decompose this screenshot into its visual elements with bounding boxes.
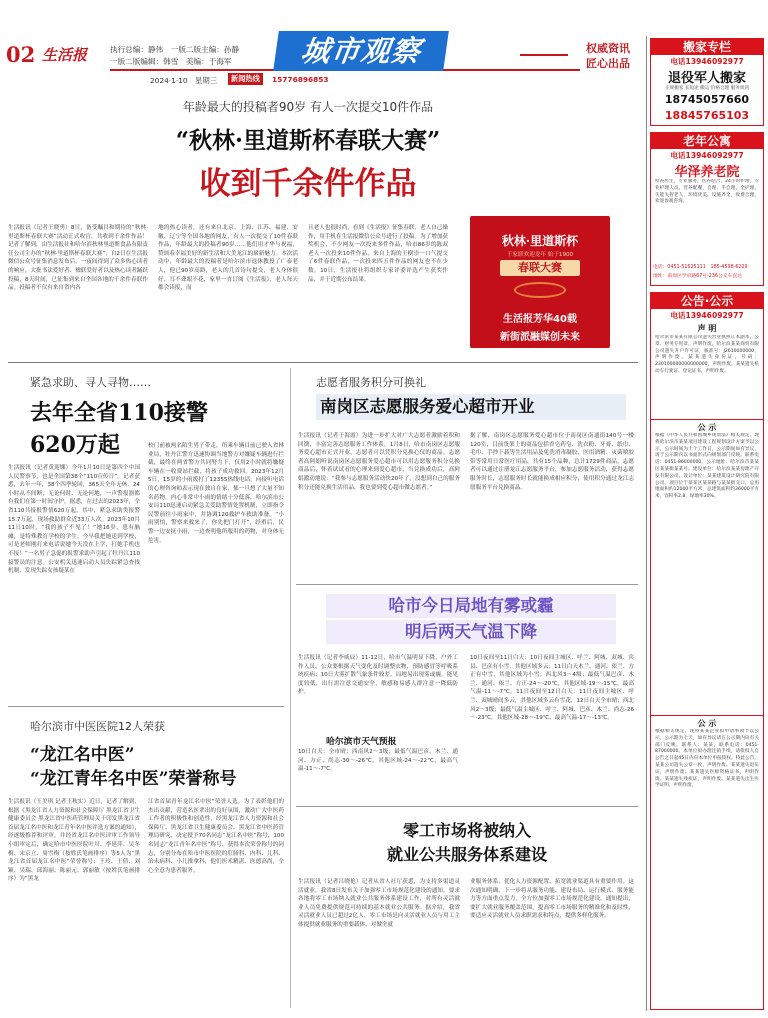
poster-line-1: 生活报芳华40载 bbox=[503, 314, 577, 325]
slogan-line-1: 权威资讯 bbox=[586, 42, 630, 55]
lead-story bbox=[8, 88, 638, 356]
story-doctor-title-2: “龙江青年名中医”荣誉称号 bbox=[30, 769, 237, 789]
story-weather-title-1: 哈市今日局地有雾或霾 bbox=[326, 594, 616, 618]
elder-care-phone-top: 电话13946092977 bbox=[670, 151, 744, 160]
page-number: 02 bbox=[6, 42, 36, 67]
story-weather-title-2: 明后两天气温下降 bbox=[326, 620, 616, 644]
elder-care-desc: 检查医生，专业服务，医养结合，24小时护理，专业护理人员，营养配餐，自理、半自理、全护理、失能失智老人，环境优美，设施齐全，收费合理，欢迎参观咨询。 bbox=[655, 179, 759, 205]
moving-ad-phone-1: 18745057660 bbox=[664, 93, 750, 106]
hotline-number: 15776896853 bbox=[272, 75, 329, 84]
slogan-line-2: 匠心出品 bbox=[586, 57, 630, 70]
notice-text-public-1: 根据《中华人民共和国城乡规划法》相关规定，现将哈尔滨市某某项目建设工程规划设计方案予以公示，公示时间为十个工作日，公示期间如有异议，请于公示期内以书面形式向规划部门反映。联系电话：0451-86000000。公示地址：哈尔滨市某某区某某街某某号。建设单位：哈尔滨某某房地产开发有限公司。设计单位：某某建筑设计研究院有限公司。项目位于某某区某某路与某某街交口，总用地面积约12000平方米，总建筑面积约36000平方米，容积率2.8，绿地率30%。 bbox=[655, 433, 759, 500]
moving-ad-desc: 正规搬家 长短途 搬运 价格合理 服务周到 bbox=[665, 86, 749, 91]
moving-ad-header: 搬家专栏 bbox=[651, 39, 763, 55]
divider bbox=[296, 584, 638, 585]
poster-line-2: 新街派融媒创未来 bbox=[500, 332, 580, 343]
story-doctor bbox=[8, 712, 284, 1012]
story-employment-title-2: 就业公共服务体系建设 bbox=[386, 845, 547, 864]
story-110-kicker: 紧急求助、寻人寻物…… bbox=[30, 376, 151, 389]
paper-name: 生活报 bbox=[42, 46, 88, 64]
notice-text-public-2: 根据相关规定，现将某某企业拟申请事项予以公示，公示期为七天，如有异议请在公示期内向有关部门反映。联系人：某某，联系电话：0451-87000000。本单位拟办理注销手续，请债权人自公告之日起45日内向本单位申报债权。特此公告。某某公司遗失公章一枚，声明作废。某某遗失退伍证，声明作废。某某遗失医师资格证书，声明作废。某某遗失残疾证，声明作废。某某遗失出生医学证明，声明作废。 bbox=[655, 729, 759, 789]
story-weather-column-1: 生活报讯（记者李威辰）11-12日，哈市气温明显下降，户外工作人员、公众要根据天气变化及时调整衣物，预防感冒等呼吸系统疾病；10日大雾扩散气象条件较差，局地易出现雾或霾，能见度较低，出行需注意交通安全，敏感和易感人群注意一降低防护。 bbox=[298, 655, 458, 696]
story-volunteer-kicker: 志愿者服务积分可换礼 bbox=[316, 376, 426, 389]
story-volunteer-title: 南岗区志愿服务爱心超市开业 bbox=[316, 394, 626, 420]
moving-ad-phone-top: 电话13946092977 bbox=[670, 57, 744, 66]
editor-line-1: 执行总编：静伟 一版二版主编：孙静 bbox=[110, 45, 240, 54]
story-weather bbox=[296, 590, 638, 802]
elder-care-address: 地址：南岗区学府路67号-236公交车直达 bbox=[653, 274, 742, 279]
story-doctor-column-2: 江省首届青年龙江名中医”荣誉人选。为了表彰他们的杰出贡献，营造名医辈出的良好氛围，激动广大中医药工作者的积极性和创造性，经黑龙江省人力资源和社会保障厅、黑龙江省卫生健康委员会、黑龙江省中医药管理局研究，决定授予70名同志“龙江名中医”称号，100名同志“龙江青年名中医”称号。获得本次荣誉称号的同志，分别分布在哈市中医医院的肛肠科、内科、儿科、治未病科、小儿推拿科，他们医术精湛、医德高尚，全心全意为患者服务。 bbox=[148, 799, 284, 874]
poster-sub: 千家联欢迎龙年 始于1900 bbox=[506, 252, 574, 258]
section-title: 城市观察 bbox=[273, 31, 449, 71]
story-doctor-title-1: “龙江名中医” bbox=[30, 745, 135, 765]
elder-care-ad bbox=[650, 132, 764, 286]
story-volunteer-column-1: 生活报讯（记者于海霞）为进一步扩大对广大志愿者激励着积和回馈，丰富完善志愿服务工作体系，1月8日，哈市南岗区志愿服务爱心超市正式开业，志愿者可以凭积分兑换心仪的商品。志愿者高阿娟听说南岗区志愿服务爱心超市可以用志愿服务积分兑换商品后，怀着试试看的心理来到爱心超市，当兑换成功后，高阿娟激动地说：“我参与志愿服务活动快20年了，没想到自己的服务积分还能兑换生活用品，我也要到爱心超市做志愿者。” bbox=[298, 433, 460, 491]
weather-forecast-text: 10日白天：全市晴；西南风2～3级；最低气温巴彦、木兰、通河、方正、尚志-30～-26℃，其他区域-24～-22℃，最高气温-11～-7℃。 bbox=[298, 749, 458, 773]
poster-brand: 秋林·里道斯杯 bbox=[501, 234, 579, 248]
issue-date: 2024·1·10 星期三 bbox=[150, 76, 218, 85]
story-volunteer bbox=[296, 370, 638, 580]
editor-line-2: 一版二版编辑：韩雪 美编：于海军 bbox=[110, 57, 232, 66]
contest-poster bbox=[470, 216, 610, 348]
story-110-column-1: 生活报讯（记者黄迎娜）今年1月10日是第四个中国人民警察节，也是全国第38个“110宣传日”。记者获悉，去年一年，38个四季轮回，365天全年无休，24小时从不间断，无论何时、无论何地，一声警报器都有我们在第一时间守护。据悉，在过去的2023年，全省110共接报警情620万起，其中，紧急求助类报警15.7万起，现场救助群众近33万人次。2023年10月11日10时，“我的孩子不见了！”她16岁，患有脑瘫，是特殊教育学校的学生，今早我把她送到学校，可是老师刚打来电话说她今天没在上学，打她手机也不接！”一名男子急促的报警求助声引起了牡丹江110接警员的注意。公安机关迅速启动人员失踪紧急查找机制，发现失踪女孩疑某在 bbox=[8, 465, 140, 575]
lead-kicker: 年龄最大的投稿者90岁 有人一次提交10件作品 bbox=[182, 100, 434, 114]
lead-title: “秋林·里道斯杯春联大赛” bbox=[175, 127, 441, 154]
story-110-column-2: 校门前被两名陌生男子带走，所乘车辆目前已驶入省林业局，牡丹江警方迅速协调当地警方对嫌疑车辆进行拦截，最终在两省警方共同努力下，仅用2小时就将嫌疑车辆在一收费站拦截，将孩子成功救回。2023年12月5日，15岁的小雨拨打了12355热线电话，向接听电话的心理咨询师表示现在独自在家，郁一旦想了大量不知名药物，内心非常中小雨的情绪十分低落，哈尔滨市公安局110迅速启动紧急关爱助警情处置机制，立即指令民警前往小雨家中，并协调120救护车救助准备。“小雨别怕，警察来救来了，你先把门打开”，经重后，民警一边安抚小雨，一边查明他所服用的药物，对身体无危害。 bbox=[148, 443, 284, 544]
lead-column-3: 且老人也很时尚，看到《生活报》征集春联，老人自己操作，用手机在生活报微信公众号进行了投稿。为了增加获奖机会，不少网友一次投来多件作品，哈市86岁的陈双老人一次投来10件作品，来自上海的王樹崇一口气提交了6件春联作品，一次投来四五件作品的网友也不在少数。10日，生活报社将组织专家评委评选产生获奖作品，并于近期公布结果。 bbox=[308, 225, 448, 283]
story-weather-column-2: 10日夜间至11日白天：10日夜间主城区、呼兰、阿城、双城、宾县、巴彦有小雪，其他区域多云；11日白天木兰、通河、依兰、方正有中雪，其他区域为小雪；西北风3～4级；最低气温巴彦、木兰、通河、依兰、方正-24～-20℃，其他区域-19～-15℃，最高气温-11～-7℃。11日夜间至12日白天：11日夜间主城区、呼兰、双城晴间多云，其他区域多云有雪花，12日白天全市晴；西北风2～3级；最低气温主城区、呼兰、阿城、巴彦、木兰、尚志-26～-23℃，其他区域-28～-19℃，最高气温-17～-13℃。 bbox=[470, 655, 634, 722]
story-110-title-1: 去年全省110接警 bbox=[30, 400, 208, 426]
notices-header: 公告·公示 bbox=[651, 293, 763, 309]
divider bbox=[8, 706, 284, 707]
section-arrow-icon bbox=[520, 54, 568, 56]
story-110 bbox=[8, 370, 284, 700]
divider bbox=[290, 368, 291, 1008]
lead-column-1: 生活报讯（记者王晓勇）8日，备受瞩目和期待的“秋林·里道斯杯春联大赛”活动正式收官，共收到千余件作品！记者了解到，由生活报社和哈尔滨秋林里道斯食品有限责任公司主办的“秋林·里道斯杯春联大赛”，自2日在生活报微信公众号征集消息发布后，一夜间得到了众多热心读者的响应。大批书法爱好者、楹联爱好者以及热心读者踊跃投稿，8天时间，已征集到来自全国各地的千余件春联作品。投稿者不仅有来自省内各 bbox=[8, 225, 148, 292]
notices-box bbox=[650, 292, 764, 1010]
story-employment-column-2: 业服务体系、优化人力资源配置、拓宽就业渠道具有重要作用。这次通知明确，下一步将从服务功能、建设布局、运行模式、服务能力等方面重点发力，全方位加强零工市场规范化建设。通知提出，要扩大就业服务覆盖范围，提高零工市场服务的精准化和及时性，要适应灵活就业人员求职需求和特点，提供多样化服务。 bbox=[470, 879, 634, 920]
divider bbox=[8, 362, 638, 363]
hotline-label: 新闻热线 bbox=[228, 73, 263, 85]
moving-ad bbox=[650, 38, 764, 126]
notice-heading-statement: 声 明 bbox=[697, 324, 717, 333]
lead-subtitle: 收到千余件作品 bbox=[199, 166, 417, 202]
story-employment-column-1: 生活报讯（记者吕晓艳）记者从省人社厅获悉，为支持多渠道灵活就业，我省8日发布关于加强零工市场规范化建设的通知，要求各地将零工市场纳入就业公共服务体系建设工作，对所有灵活就业人员免费提供规范可持续的基本就业公共服务。据介绍，我省灵活就业人员已超过2亿人，零工市场是向灵活就业人员与用工主体提供就业服务的重要载体，对做全就 bbox=[298, 879, 460, 928]
poster-event: 春联大赛 bbox=[500, 260, 580, 276]
moving-ad-title: 退役军人搬家 bbox=[667, 71, 746, 86]
elder-care-contact: 电话：0451-51625111 185-4598-6229 bbox=[653, 265, 748, 270]
notice-heading-public-2: 公 示 bbox=[651, 715, 763, 729]
elder-care-header: 老年公寓 bbox=[651, 133, 763, 149]
story-employment bbox=[296, 812, 638, 1012]
story-doctor-column-1: 生活报讯（王美琪 记者王秋实）近日，记者了解到，根据《黑龙江省人力资源和社会保障厅 黑龙江省卫生健康委员会 黑龙江省中医药管理局关于印发黑龙江省首届龙江名中医和龙江青年名中医评选方案的通知》，经逐级推荐和评审，并经省龙江名中医评审工作领导小组审定后，确定哈市中医医院叶川、李延萍、吴冬梅、宋京立、周雪梅（按姓氏笔画排序）等5人为“黑龙江省首届龙江名中医”荣誉称号；王玲、王倩、刘颖、吴瑞、邱海丽、陈丽元、郭丽敏（按姓氏笔画排序）为“黑龙 bbox=[8, 799, 140, 883]
elder-care-title: 华泽养老院 bbox=[674, 165, 740, 180]
story-employment-title-1: 零工市场将被纳入 bbox=[402, 821, 531, 840]
notice-heading-public-1: 公 示 bbox=[651, 419, 763, 433]
poster-dragon-icon bbox=[514, 282, 566, 298]
story-doctor-kicker: 哈尔滨市中医医院12人荣获 bbox=[30, 720, 165, 733]
story-110-title-2: 620万起 bbox=[30, 432, 120, 458]
notices-phone-top: 电话13946092977 bbox=[670, 311, 744, 320]
divider bbox=[296, 806, 638, 807]
story-volunteer-column-2: 据了解，南岗区志愿服务爱心超市位于南岗区南通街140号一楼120室，目前货架上的商品包括香皂药皂、洗衣粉、牙膏、纸巾、毛巾、手抄下载等生活用品及免洗消毒凝胶、医用酒精、灭菌喷胶带等常用日常医疗用品，共有15个品种，总计1729件商品。志愿者可以通过注册龙江志愿服务平台，参加志愿服务活动，获得志愿服务时长，志愿服务时长就能换成相应积分，使用积分通过龙江志愿服务平台兑换商品。 bbox=[470, 433, 634, 491]
weather-forecast-heading: 哈尔滨市天气预报 bbox=[326, 737, 397, 747]
sidebar bbox=[650, 38, 764, 1014]
divider bbox=[646, 36, 647, 1011]
lead-column-2: 地的热心读者，还有来自北京、上海、江苏、福建、安徽、辽宁等全国各地的网友，有人一次提交了10件春联作品，年龄最大的投稿者90岁……他们用才华与祝福，赞颂着幸福美好的新生活和大美龙江的崭新魅力。本次活动中，年龄最大的投稿者是哈尔滨市退休教授了广泰老人，他已90岁高龄，老人的几首诗句提交，老人身体很好，耳不聋眼不花，家里一直订阅《生活报》，老人每天都会读报，而 bbox=[158, 225, 298, 292]
notice-text-statement: 哈尔滨市某某有限公司遗失营业执照正本副本、公章、财务专用章，声明作废。哈尔滨某某商贸有限公司遗失开户许可证，核准号：J2610000000，声明作废。某某遗失身份证，号码：230100000000000000，声明作废。某某遗失机动车行驶证、登记证书，声明作废。 bbox=[655, 335, 759, 374]
moving-ad-phone-2: 18845765103 bbox=[664, 109, 750, 122]
